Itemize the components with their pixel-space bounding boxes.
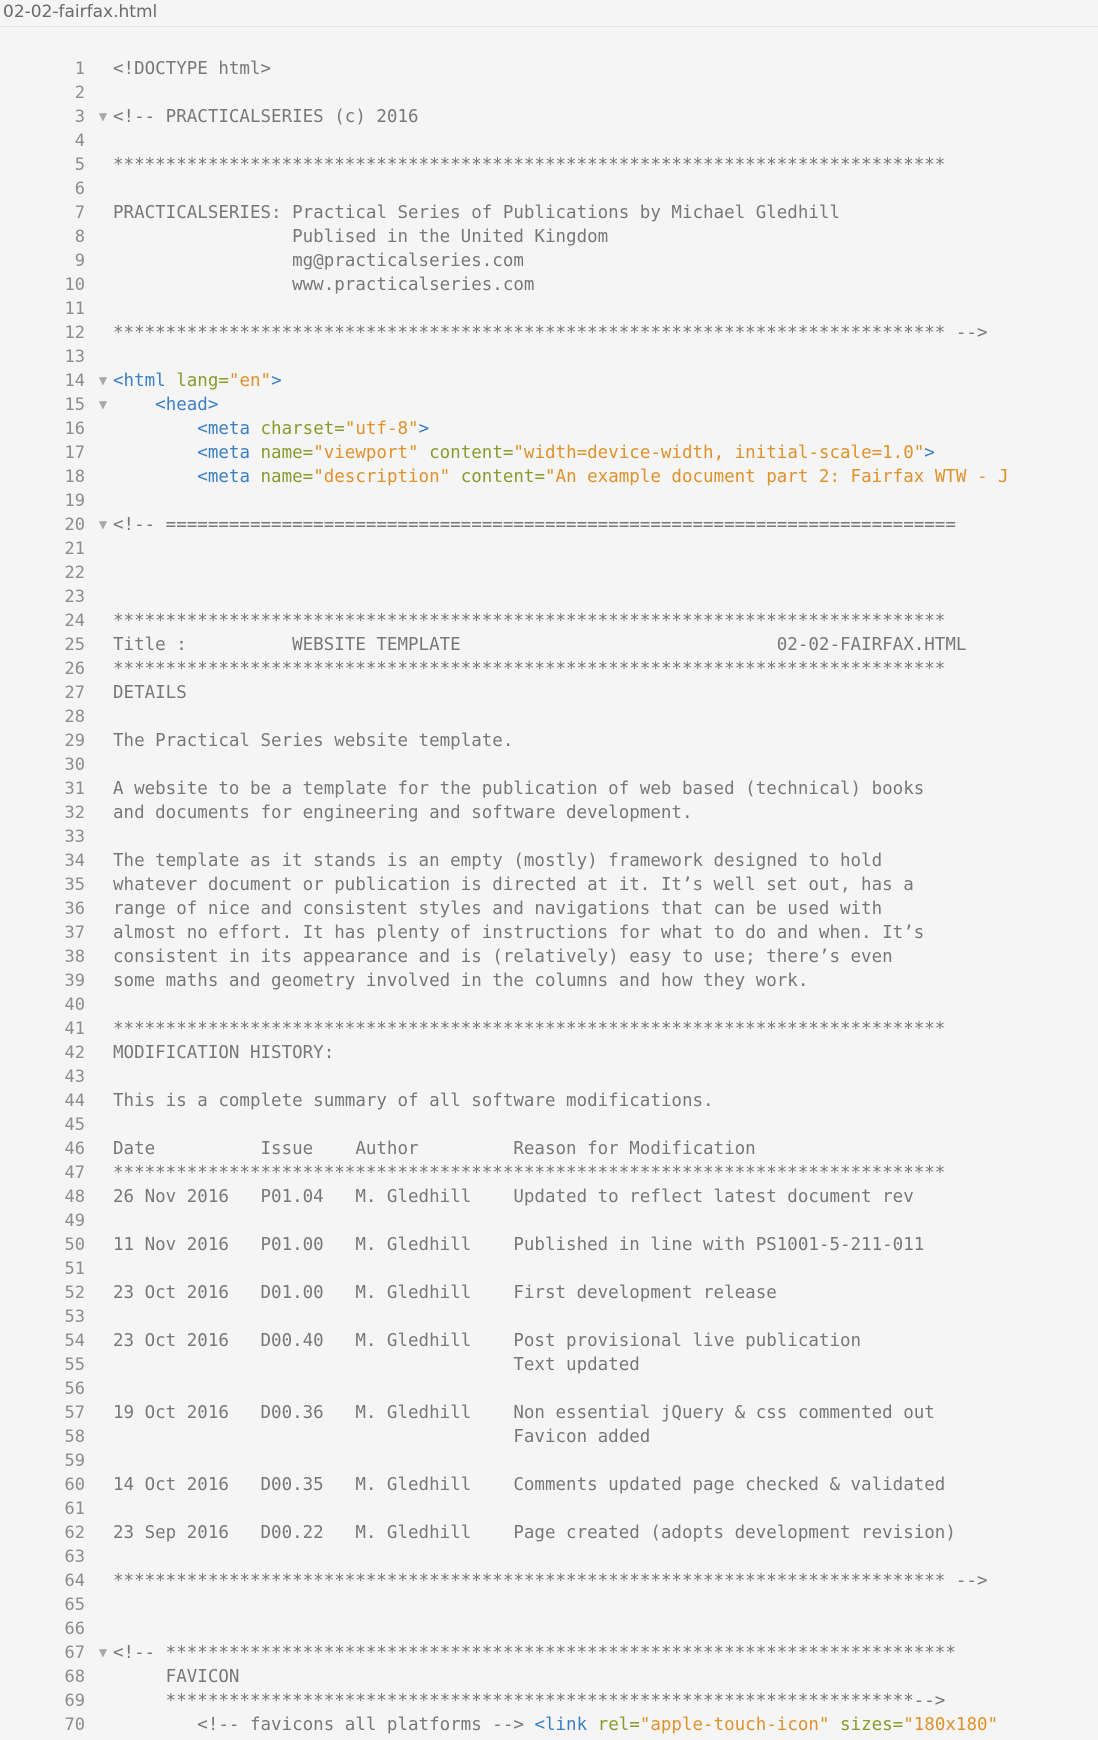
code-line <box>0 945 1098 969</box>
code-token-plain: ******************************************************************************* <box>113 611 946 631</box>
code-text <box>113 945 893 969</box>
line-number: 56 <box>64 1379 85 1399</box>
code-text <box>113 777 924 801</box>
code-text <box>113 465 1009 489</box>
line-number: 24 <box>64 611 85 631</box>
code-line <box>0 1641 1098 1665</box>
fold-toggle-icon[interactable]: ▼ <box>98 373 108 389</box>
code-token-attr: content= <box>450 467 545 487</box>
code-token-plain: 11 Nov 2016 P01.00 M. Gledhill Published in line with PS1001-5-211-011 <box>113 1235 925 1255</box>
code-text <box>113 369 282 393</box>
code-token-plain: www.practicalseries.com <box>113 275 535 295</box>
code-token-plain: Favicon added <box>113 1427 651 1447</box>
code-token-plain: some maths and geometry involved in the columns and how they work. <box>113 971 809 991</box>
code-token-val: "viewport" <box>313 443 419 463</box>
code-line <box>0 1449 1098 1473</box>
line-number: 3 <box>74 107 85 127</box>
code-text <box>113 393 218 417</box>
code-token-val: "width=device-width, initial-scale=1.0" <box>513 443 925 463</box>
line-number: 38 <box>64 947 85 967</box>
code-line <box>0 537 1098 561</box>
line-number: 61 <box>64 1499 85 1519</box>
code-token-val: "en" <box>228 371 272 391</box>
code-line <box>0 201 1098 225</box>
code-token-plain: <!-- PRACTICALSERIES (c) 2016 <box>113 107 419 127</box>
code-line <box>0 1281 1098 1305</box>
line-number: 19 <box>64 491 85 511</box>
code-line <box>0 705 1098 729</box>
code-text <box>113 273 534 297</box>
line-number: 67 <box>64 1643 85 1663</box>
line-number: 17 <box>64 443 85 463</box>
code-line <box>0 825 1098 849</box>
code-text <box>113 1641 956 1665</box>
code-token-tag: <meta <box>197 419 261 439</box>
code-line <box>0 273 1098 297</box>
line-number: 60 <box>64 1475 85 1495</box>
line-number: 6 <box>74 179 85 199</box>
code-token-val: "An example document part 2: Fairfax WTW - J <box>545 467 1009 487</box>
code-line <box>0 969 1098 993</box>
code-line <box>0 1593 1098 1617</box>
fold-toggle-icon[interactable]: ▼ <box>98 397 108 413</box>
code-text <box>113 201 840 225</box>
code-line <box>0 729 1098 753</box>
code-token-plain: Publised in the United Kingdom <box>113 227 609 247</box>
code-line <box>0 561 1098 585</box>
code-token-plain: A website to be a template for the publication of web based (technical) books <box>113 779 925 799</box>
code-token-plain: 23 Oct 2016 D01.00 M. Gledhill First development release <box>113 1283 777 1303</box>
line-number: 7 <box>74 203 85 223</box>
line-number: 30 <box>64 755 85 775</box>
line-number: 63 <box>64 1547 85 1567</box>
code-line <box>0 1089 1098 1113</box>
line-number: 29 <box>64 731 85 751</box>
code-line <box>0 657 1098 681</box>
line-number: 36 <box>64 899 85 919</box>
line-number: 25 <box>64 635 85 655</box>
line-number: 35 <box>64 875 85 895</box>
line-number: 12 <box>64 323 85 343</box>
code-token-plain: Date Issue Author Reason for Modification <box>113 1139 756 1159</box>
code-text <box>113 1089 714 1113</box>
code-line <box>0 393 1098 417</box>
line-number: 1 <box>74 59 85 79</box>
code-token-plain: almost no effort. It has plenty of instructions for what to do and when. It’s <box>113 923 925 943</box>
line-number: 2 <box>74 83 85 103</box>
code-line <box>0 1425 1098 1449</box>
code-line <box>0 753 1098 777</box>
line-number: 51 <box>64 1259 85 1279</box>
code-token-attr: lang= <box>176 371 229 391</box>
code-text <box>113 969 808 993</box>
line-number: 59 <box>64 1451 85 1471</box>
code-token-plain: The Practical Series website template. <box>113 731 514 751</box>
line-number: 62 <box>64 1523 85 1543</box>
code-line <box>0 1497 1098 1521</box>
line-number: 33 <box>64 827 85 847</box>
code-line <box>0 1377 1098 1401</box>
code-line <box>0 153 1098 177</box>
code-token-plain: The template as it stands is an empty (mostly) framework designed to hold <box>113 851 883 871</box>
code-token-plain <box>113 467 197 487</box>
code-token-attr: content= <box>418 443 514 463</box>
code-line <box>0 1209 1098 1233</box>
line-number: 58 <box>64 1427 85 1447</box>
code-text <box>113 1137 756 1161</box>
line-number: 47 <box>64 1163 85 1183</box>
line-number: 43 <box>64 1067 85 1087</box>
code-text <box>113 1041 334 1065</box>
code-line <box>0 1713 1098 1737</box>
code-text <box>113 1569 987 1593</box>
code-line <box>0 465 1098 489</box>
code-token-plain: consistent in its appearance and is (relatively) easy to use; there’s even <box>113 947 893 967</box>
line-number: 9 <box>74 251 85 271</box>
line-number: 23 <box>64 587 85 607</box>
code-token-plain: 19 Oct 2016 D00.36 M. Gledhill Non essential jQuery & css commented out <box>113 1403 935 1423</box>
code-text <box>113 1233 924 1257</box>
code-token-plain: ******************************************************************************* <box>113 1163 946 1183</box>
line-number: 20 <box>64 515 85 535</box>
code-text <box>113 153 945 177</box>
code-token-plain <box>113 443 197 463</box>
code-token-plain: <!-- *************************************************************************** <box>113 1643 956 1663</box>
code-text <box>113 1401 935 1425</box>
code-token-tag: <head> <box>155 395 219 415</box>
line-number: 54 <box>64 1331 85 1351</box>
code-text <box>113 57 271 81</box>
code-line <box>0 321 1098 345</box>
code-line <box>0 1617 1098 1641</box>
code-line <box>0 441 1098 465</box>
line-number: 48 <box>64 1187 85 1207</box>
code-text <box>113 1329 861 1353</box>
code-token-tag: <html <box>113 371 177 391</box>
code-text <box>113 633 966 657</box>
code-line <box>0 897 1098 921</box>
code-token-plain: This is a complete summary of all software modifications. <box>113 1091 714 1111</box>
code-line <box>0 369 1098 393</box>
code-line <box>0 1473 1098 1497</box>
code-line <box>0 345 1098 369</box>
code-line <box>0 633 1098 657</box>
code-token-plain: ******************************************************************************* <box>113 1019 946 1039</box>
code-token-plain: FAVICON <box>113 1667 240 1687</box>
code-text <box>113 1689 945 1713</box>
code-token-val: "apple-touch-icon" <box>639 1715 830 1735</box>
code-token-plain: ******************************************************************************* <box>113 659 946 679</box>
line-number: 32 <box>64 803 85 823</box>
code-text <box>113 105 419 129</box>
code-line <box>0 1233 1098 1257</box>
code-token-plain: ******************************************************************************* --> <box>113 323 988 343</box>
code-token-attr: rel= <box>597 1715 640 1735</box>
code-token-plain: PRACTICALSERIES: Practical Series of Publications by Michael Gledhill <box>113 203 840 223</box>
code-text <box>113 1161 945 1185</box>
code-text <box>113 801 692 825</box>
code-token-plain <box>113 395 155 415</box>
line-number: 28 <box>64 707 85 727</box>
line-number: 26 <box>64 659 85 679</box>
line-number: 45 <box>64 1115 85 1135</box>
code-token-plain: DETAILS <box>113 683 187 703</box>
line-number: 15 <box>64 395 85 415</box>
code-line <box>0 1257 1098 1281</box>
code-line <box>0 297 1098 321</box>
fold-toggle-icon[interactable]: ▼ <box>98 109 108 125</box>
line-number: 22 <box>64 563 85 583</box>
code-token-plain: <!DOCTYPE html> <box>113 59 272 79</box>
code-line <box>0 681 1098 705</box>
code-text <box>113 873 914 897</box>
line-number: 46 <box>64 1139 85 1159</box>
code-token-plain: 14 Oct 2016 D00.35 M. Gledhill Comments updated page checked & validated <box>113 1475 946 1495</box>
code-token-plain: <!-- =========================================================================== <box>113 515 956 535</box>
code-token-plain: ***********************************************************************--> <box>113 1691 946 1711</box>
code-text <box>113 609 945 633</box>
code-token-plain: range of nice and consistent styles and navigations that can be used with <box>113 899 883 919</box>
code-token-plain: mg@practicalseries.com <box>113 251 524 271</box>
code-line <box>0 849 1098 873</box>
line-number: 5 <box>74 155 85 175</box>
code-token-plain: Title : WEBSITE TEMPLATE 02-02-FAIRFAX.HTML <box>113 635 967 655</box>
line-number: 66 <box>64 1619 85 1639</box>
code-token-plain: ******************************************************************************* <box>113 155 946 175</box>
file-tab-title[interactable]: 02-02-fairfax.html <box>3 2 158 22</box>
line-number: 18 <box>64 467 85 487</box>
code-text <box>113 1425 650 1449</box>
line-number: 68 <box>64 1667 85 1687</box>
line-number: 37 <box>64 923 85 943</box>
code-token-attr: sizes= <box>829 1715 904 1735</box>
code-line <box>0 129 1098 153</box>
code-line <box>0 513 1098 537</box>
code-token-val: "180x180" <box>903 1715 999 1735</box>
line-number: 55 <box>64 1355 85 1375</box>
code-token-plain: 26 Nov 2016 P01.04 M. Gledhill Updated to reflect latest document rev <box>113 1187 914 1207</box>
line-number: 31 <box>64 779 85 799</box>
code-line <box>0 225 1098 249</box>
code-line <box>0 873 1098 897</box>
code-line <box>0 417 1098 441</box>
code-line <box>0 177 1098 201</box>
code-text <box>113 897 882 921</box>
code-line <box>0 1017 1098 1041</box>
line-number: 64 <box>64 1571 85 1591</box>
line-number: 42 <box>64 1043 85 1063</box>
code-token-plain: 23 Oct 2016 D00.40 M. Gledhill Post provisional live publication <box>113 1331 862 1351</box>
code-text <box>113 417 429 441</box>
line-number: 10 <box>64 275 85 295</box>
line-number: 4 <box>74 131 85 151</box>
code-line <box>0 1521 1098 1545</box>
code-text <box>113 441 935 465</box>
line-number: 40 <box>64 995 85 1015</box>
code-line <box>0 921 1098 945</box>
code-line <box>0 1545 1098 1569</box>
code-text <box>113 321 987 345</box>
line-number: 52 <box>64 1283 85 1303</box>
code-line <box>0 609 1098 633</box>
line-number: 16 <box>64 419 85 439</box>
line-number: 57 <box>64 1403 85 1423</box>
code-text <box>113 1473 945 1497</box>
code-line <box>0 1065 1098 1089</box>
code-editor[interactable] <box>0 57 1098 1740</box>
line-number: 70 <box>64 1715 85 1735</box>
code-token-plain: 23 Sep 2016 D00.22 M. Gledhill Page created (adopts development revision) <box>113 1523 956 1543</box>
code-line <box>0 777 1098 801</box>
code-text <box>113 1017 945 1041</box>
code-token-plain <box>113 419 197 439</box>
code-line <box>0 1041 1098 1065</box>
line-number: 41 <box>64 1019 85 1039</box>
code-text <box>113 1521 956 1545</box>
code-text <box>113 225 608 249</box>
line-number: 65 <box>64 1595 85 1615</box>
code-line <box>0 1665 1098 1689</box>
code-line <box>0 1113 1098 1137</box>
code-line <box>0 1353 1098 1377</box>
code-text <box>113 249 524 273</box>
code-token-plain: and documents for engineering and software development. <box>113 803 693 823</box>
code-line <box>0 105 1098 129</box>
code-token-tag: <meta <box>197 467 261 487</box>
code-line <box>0 1305 1098 1329</box>
code-token-tag: > <box>418 419 430 439</box>
code-line <box>0 1329 1098 1353</box>
line-number: 39 <box>64 971 85 991</box>
code-token-attr: name= <box>260 443 314 463</box>
code-token-val: "utf-8" <box>344 419 419 439</box>
code-text <box>113 729 513 753</box>
line-number: 34 <box>64 851 85 871</box>
code-token-plain: MODIFICATION HISTORY: <box>113 1043 335 1063</box>
code-token-tag: > <box>924 443 935 463</box>
code-token-plain: whatever document or publication is directed at it. It’s well set out, has a <box>113 875 914 895</box>
line-number: 8 <box>74 227 85 247</box>
code-line <box>0 1137 1098 1161</box>
code-token-tag: <link <box>534 1715 598 1735</box>
code-token-val: "description" <box>313 467 451 487</box>
code-token-plain: Text updated <box>113 1355 640 1375</box>
line-number: 21 <box>64 539 85 559</box>
code-line <box>0 585 1098 609</box>
code-line <box>0 81 1098 105</box>
line-number: 13 <box>64 347 85 367</box>
line-number: 44 <box>64 1091 85 1111</box>
fold-toggle-icon[interactable]: ▼ <box>98 517 108 533</box>
code-token-attr: name= <box>260 467 314 487</box>
code-line <box>0 489 1098 513</box>
code-line <box>0 249 1098 273</box>
line-number: 27 <box>64 683 85 703</box>
code-token-tag: > <box>271 371 282 391</box>
code-text <box>113 1713 998 1737</box>
code-line <box>0 1161 1098 1185</box>
code-line <box>0 801 1098 825</box>
code-text <box>113 1281 777 1305</box>
code-text <box>113 1185 914 1209</box>
code-line <box>0 57 1098 81</box>
line-number: 11 <box>64 299 85 319</box>
code-text <box>113 921 924 945</box>
code-text <box>113 681 187 705</box>
code-token-attr: charset= <box>260 419 345 439</box>
code-text <box>113 1353 640 1377</box>
code-line <box>0 1401 1098 1425</box>
code-line <box>0 993 1098 1017</box>
code-token-tag: <meta <box>197 443 261 463</box>
fold-toggle-icon[interactable]: ▼ <box>98 1645 108 1661</box>
code-token-plain: <!-- favicons all platforms --> <box>113 1715 535 1735</box>
code-text <box>113 1665 239 1689</box>
code-token-plain: ******************************************************************************* --> <box>113 1571 988 1591</box>
code-text <box>113 657 945 681</box>
code-text <box>113 513 956 537</box>
line-number: 53 <box>64 1307 85 1327</box>
line-number: 49 <box>64 1211 85 1231</box>
title-bar <box>0 0 1098 27</box>
line-number: 14 <box>64 371 85 391</box>
code-text <box>113 849 882 873</box>
line-number: 50 <box>64 1235 85 1255</box>
code-line <box>0 1689 1098 1713</box>
code-line <box>0 1185 1098 1209</box>
code-line <box>0 1569 1098 1593</box>
line-number: 69 <box>64 1691 85 1711</box>
